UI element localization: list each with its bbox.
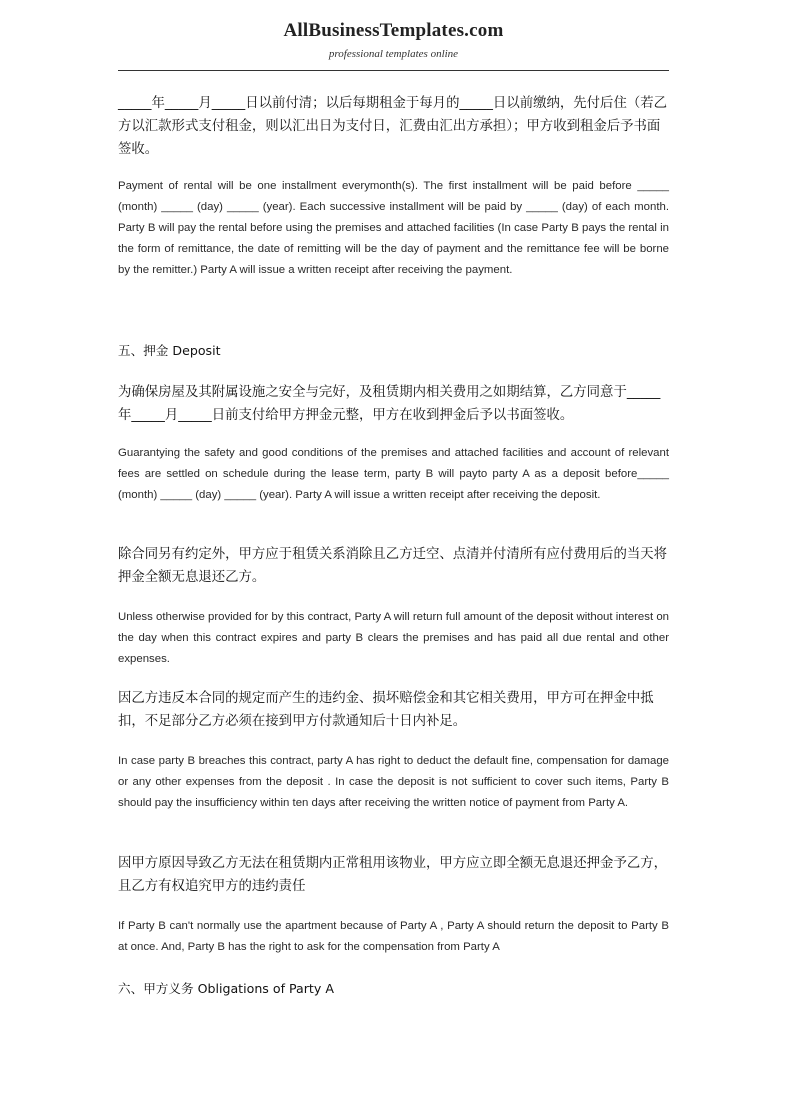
party-a-default-zh: 因甲方原因导致乙方无法在租赁期内正常租用该物业，甲方应立即全额无息退还押金予乙方，且乙方有权追究甲方的违约责任 — [118, 856, 668, 894]
header-divider — [118, 70, 669, 71]
brand-logo-text: AllBusinessTemplates.com — [283, 20, 504, 41]
section-obligations-heading: 六、甲方义务 Obligations of Party A — [118, 981, 334, 996]
deposit-deduction-zh: 因乙方违反本合同的规定而产生的违约金、损坏赔偿金和其它相关费用，甲方可在押金中抵扣，不足部分乙方必须在接到甲方付款通知后十日内补足。 — [118, 691, 654, 729]
brand-tagline: professional templates online — [328, 48, 459, 60]
document-header — [118, 20, 669, 60]
party-a-default-en: If Party B can't normally use the apartment because of Party A , Party A should return the deposit to Party B at once. And, Party B has the right to ask for the compensation from Party A — [118, 920, 669, 953]
deposit-clause-zh: 为确保房屋及其附属设施之安全与完好，及租赁期内相关费用之如期结算，乙方同意于_____年_____月_____日前支付给甲方押金元整，甲方在收到押金后予以书面签收。 — [118, 385, 661, 423]
section-deposit-heading: 五、押金 Deposit — [118, 343, 221, 358]
deposit-deduction-en: In case party B breaches this contract, party A has right to deduct the default fine, compensation for damage or any other expenses from the deposit . In case the deposit is not sufficient to cover such items, Party B should pay the insufficiency within ten days after receiving the written notice of payment from Party A. — [118, 755, 669, 809]
deposit-return-zh: 除合同另有约定外，甲方应于租赁关系消除且乙方迁空、点清并付清所有应付费用后的当天将押金全额无息退还乙方。 — [118, 547, 668, 585]
payment-terms-zh: _____年_____月_____日以前付清；以后每期租金于每月的_____日以前缴纳，先付后住（若乙方以汇款形式支付租金，则以汇出日为支付日，汇费由汇出方承担）；甲方收到租金后予书面签收。 — [118, 96, 668, 157]
payment-terms-en: Payment of rental will be one installment everymonth(s). The first installment will be paid before _____ (month) _____ (day) _____ (year). Each successive installment will be paid by _____ (day) of each month. Party B will pay the rental before using the premises and attached facilities (In case Party B pays the rental in the form of remittance, the date of remitting will be the day of payment and the remittance fee will be borne by the remitter.) Party A will issue a written receipt after receiving the payment. — [118, 180, 669, 276]
deposit-return-en: Unless otherwise provided for by this contract, Party A will return full amount of the deposit without interest on the day when this contract expires and party B clears the premises and has paid all due rental and other expenses. — [118, 611, 669, 665]
deposit-clause-en: Guarantying the safety and good conditions of the premises and attached facilities and account of relevant fees are settled on schedule during the lease term, party B will payto party A as a deposit before_____ (month) _____ (day) _____ (year). Party A will issue a written receipt after receiving the deposit. — [118, 447, 669, 501]
